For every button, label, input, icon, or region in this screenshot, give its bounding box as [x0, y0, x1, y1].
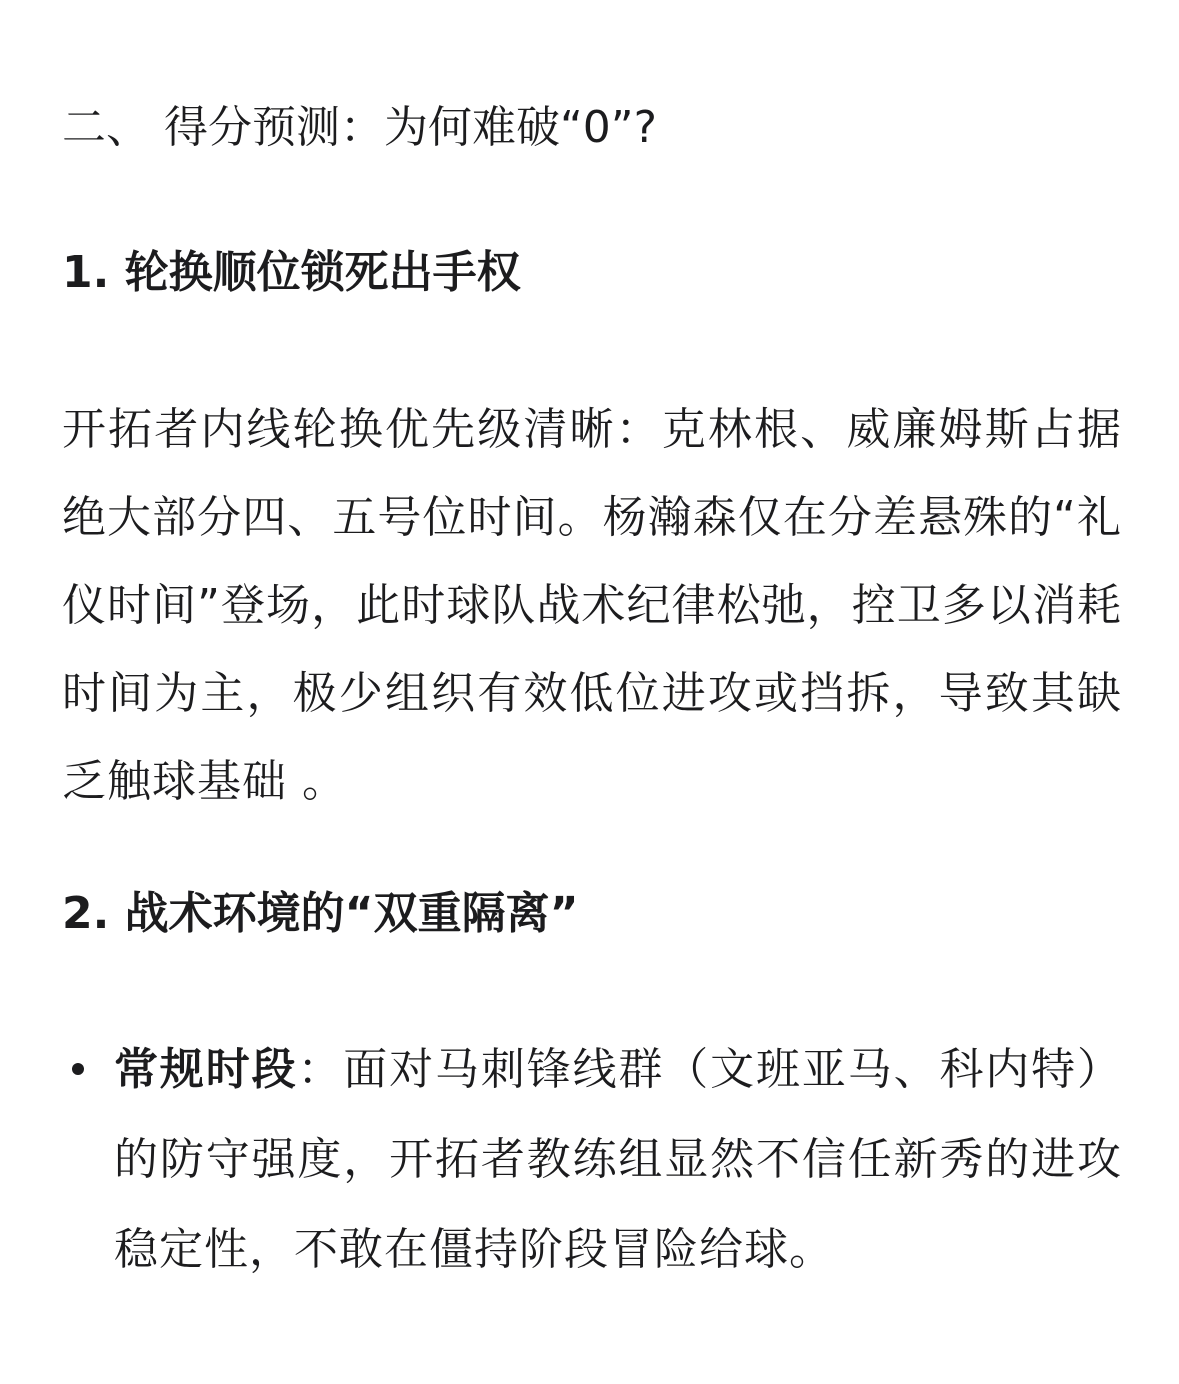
paragraph-rotation: 开拓者内线轮换优先级清晰：克林根、威廉姆斯占据绝大部分四、五号位时间。杨瀚森仅在分差悬殊的“礼仪时间”登场，此时球队战术纪律松弛，控卫多以消耗时间为主，极少组织有效低位进攻或挡拆，导致其缺乏触球基础 。	[62, 404, 1122, 807]
list-item	[62, 1025, 1122, 1295]
subheading-tactical-isolation: 2. 战术环境的“双重隔离”	[62, 888, 579, 939]
bullet-list	[62, 1025, 1122, 1295]
bullet-dot-icon	[72, 1063, 84, 1075]
bullet-label: 常规时段	[114, 1044, 298, 1095]
section-title: 二、 得分预测：为何难破“0”?	[62, 102, 657, 153]
bullet-separator: ：	[297, 1044, 344, 1095]
subheading-rotation: 1. 轮换顺位锁死出手权	[62, 247, 521, 298]
bullet-text: 面对马刺锋线群（文班亚马、科内特）的防守强度，开拓者教练组显然不信任新秀的进攻稳定性，不敢在僵持阶段冒险给球。	[114, 1044, 1123, 1275]
